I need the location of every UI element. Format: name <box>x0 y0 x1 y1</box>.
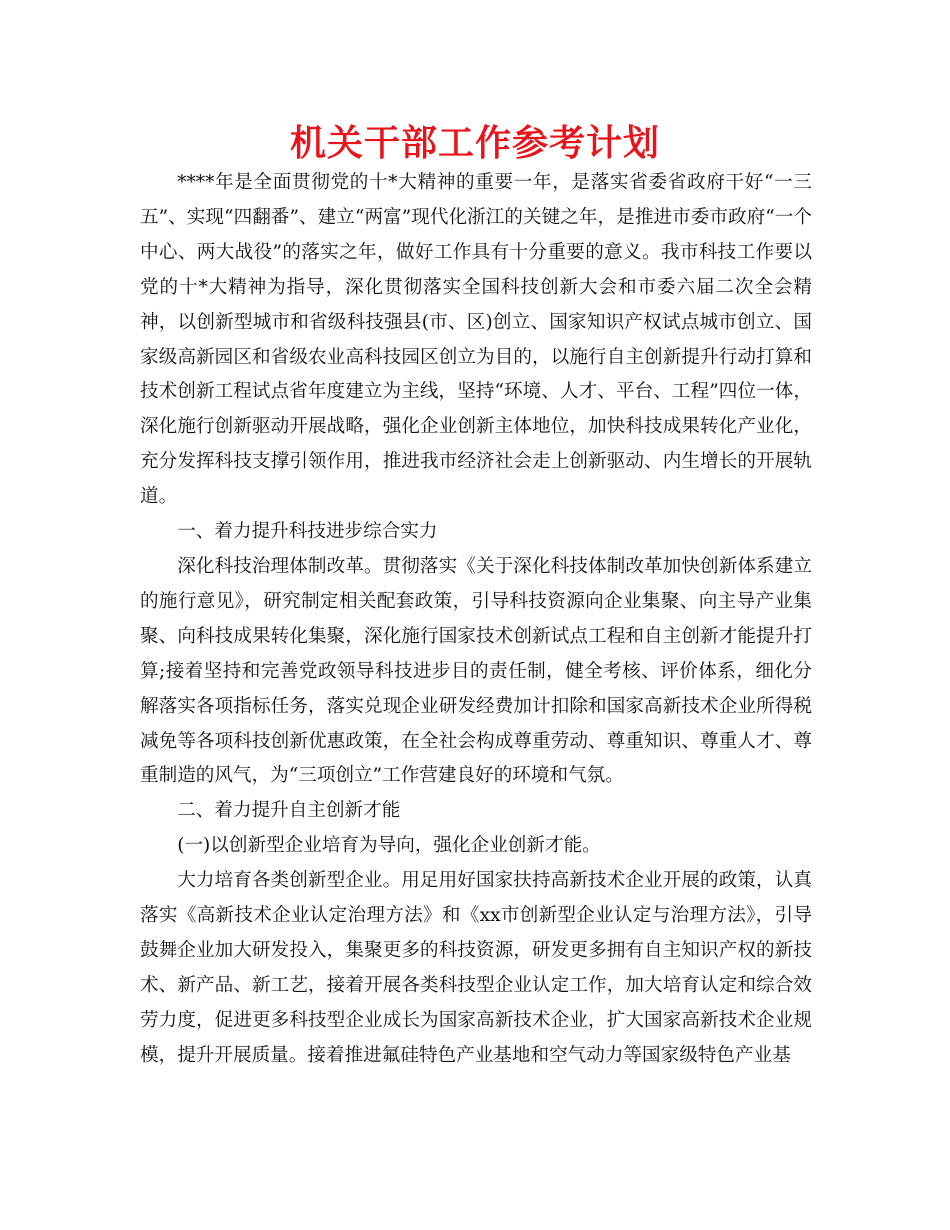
section-heading-2: 二、着力提升自主创新才能 <box>177 800 401 822</box>
subsection-heading-1: (一)以创新型企业培育为导向，强化企业创新才能。 <box>177 835 601 857</box>
section-heading-1: 一、着力提升科技进步综合实力 <box>177 521 438 543</box>
paragraph-intro: ****年是全面贯彻党的十*大精神的重要一年，是落实省委省政府干好“一三五”、实现“四翻番”、建立“两富”现代化浙江的关键之年，是推进市委市政府“一个中心、两大战役”的落实之年，做好工作具有十分重要的意义。我市科技工作要以党的十*大精神为指导，深化贯彻落实全国科技创新大会和市委六届二次全会精神，以创新型城市和省级科技强县(市、区)创立、国家知识产权试点城市创立、国家级高新园区和省级农业高科技园区创立为目的，以施行自主创新提升行动打算和技术创新工程试点省年度建立为主线，坚持“环境、人才、平台、工程”四位一体，深化施行创新驱动开展战略，强化企业创新主体地位，加快科技成果转化产业化，充分发挥科技支撑引领作用，推进我市经济社会走上创新驱动、内生增长的开展轨道。 <box>140 172 812 508</box>
document-title: 机关干部工作参考计划 <box>289 123 660 164</box>
paragraph-subsection-1: 大力培育各类创新型企业。用足用好国家扶持高新技术企业开展的政策，认真落实《高新技术企业认定治理方法》和《xx市创新型企业认定与治理方法》，引导鼓舞企业加大研发投入，集聚更多的科技资源，研发更多拥有自主知识产权的新技术、新产品、新工艺，接着开展各类科技型企业认定工作，加大培育认定和综合效劳力度，促进更多科技型企业成长为国家高新技术企业，扩大国家高新技术企业规模，提升开展质量。接着推进氟硅特色产业基地和空气动力等国家级特色产业基 <box>140 870 812 1066</box>
document-body <box>140 166 812 1074</box>
paragraph-section-1: 深化科技治理体制改革。贯彻落实《关于深化科技体制改革加快创新体系建立的施行意见》，研究制定相关配套政策，引导科技资源向企业集聚、向主导产业集聚、向科技成果转化集聚，深化施行国家技术创新试点工程和自主创新才能提升打算;接着坚持和完善党政领导科技进步目的责任制，健全考核、评价体系，细化分解落实各项指标任务，落实兑现企业研发经费加计扣除和国家高新技术企业所得税减免等各项科技创新优惠政策，在全社会构成尊重劳动、尊重知识、尊重人才、尊重制造的风气，为“三项创立”工作营建良好的环境和气氛。 <box>140 555 812 787</box>
